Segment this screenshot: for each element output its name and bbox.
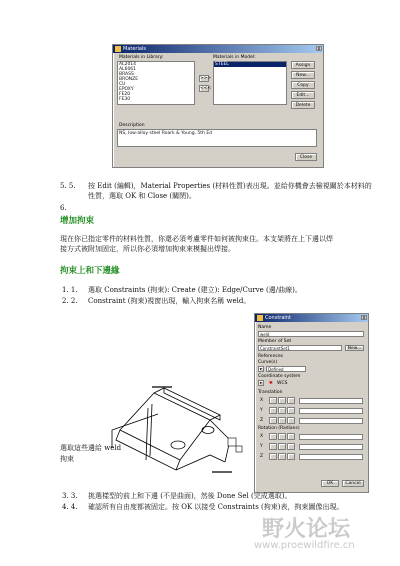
callout-leader — [110, 410, 170, 450]
remove-from-model-button[interactable]: <<< — [200, 86, 212, 91]
new-set-button[interactable]: New... — [345, 345, 364, 351]
rotation-fixed-toggle[interactable] — [269, 453, 277, 460]
material-delete-button[interactable]: Delete — [291, 101, 315, 109]
select-arrow-icon[interactable]: ▸ — [259, 367, 263, 372]
translation-fixed-toggle[interactable] — [269, 397, 277, 404]
translation-free-toggle[interactable] — [278, 407, 286, 414]
description-label: Description — [119, 123, 145, 128]
step-2-text: Constraint (拘束)視窗出現，輸入拘束名稱 weld。 — [88, 297, 251, 305]
intro-line-1: 現在你已指定零件的材料性質，你還必須考慮零件如何被拘束住。本支架將在上下邊以焊 — [60, 235, 333, 243]
step-6-number: 6. — [60, 204, 67, 212]
name-label: Name — [258, 325, 272, 330]
library-list[interactable] — [117, 61, 195, 105]
materials-title: Materials — [123, 46, 146, 52]
library-label: Materials in Library: — [119, 55, 164, 60]
heading-constrain-edges: 拘束上和下邊緣 — [60, 266, 120, 276]
rotation-fixed-toggle[interactable] — [269, 433, 277, 440]
translation-axis-label: Y — [260, 408, 263, 413]
material-assign-button[interactable]: Assign — [291, 61, 315, 69]
rotation-axis-label: Y — [260, 444, 263, 449]
rotation-prescribed-toggle[interactable] — [287, 433, 295, 440]
library-item[interactable]: BRONZE — [119, 77, 139, 82]
rotation-fixed-toggle[interactable] — [269, 443, 277, 450]
translation-free-toggle[interactable] — [278, 417, 286, 424]
rotation-value-field[interactable] — [299, 434, 363, 440]
csys-icon: ✱ — [269, 381, 273, 386]
step-1-text: 選取 Constraints (拘束): Create (建立): Edge/Curve (邊/曲線)。 — [88, 286, 302, 294]
translation-free-toggle[interactable] — [278, 397, 286, 404]
translation-axis-label: X — [260, 398, 264, 403]
triad-icon — [228, 438, 242, 452]
select-coord-icon[interactable]: ▸ — [259, 381, 263, 386]
library-item[interactable]: FE20 — [119, 92, 131, 97]
model-list[interactable] — [213, 61, 287, 105]
cancel-button[interactable]: Cancel — [342, 480, 364, 487]
translation-value-field[interactable] — [299, 418, 363, 424]
app-icon — [115, 46, 121, 52]
translation-fixed-toggle[interactable] — [269, 407, 277, 414]
translation-fixed-toggle[interactable] — [269, 417, 277, 424]
translation-axis-label: Z — [260, 418, 264, 423]
intro-line-2: 接方式被附加固定，所以你必須增加拘束來模擬出焊接。 — [60, 245, 235, 253]
model-item[interactable]: STEEL — [214, 62, 286, 67]
ok-button[interactable]: OK — [321, 480, 339, 487]
rotation-axis-label: Z — [260, 454, 264, 459]
library-item[interactable]: AL2014 — [119, 62, 137, 67]
add-to-model-button[interactable]: >>> — [200, 76, 212, 81]
callout-line-2: 拘束 — [60, 455, 74, 463]
materials-dialog — [112, 44, 324, 168]
watermark-url: www.proewildfire.cn — [254, 540, 355, 551]
step-5-text: 按 Edit (編輯)，Material Properties (材料性質)表出現。並給你機會去檢視關於本材料的性質，選取 OK 和 Close (關閉)。 — [88, 182, 372, 200]
materials-titlebar — [113, 45, 323, 53]
step-2-number: 2. 2. — [62, 297, 78, 305]
defined-field: Defined — [266, 366, 306, 372]
constraint-titlebar — [255, 314, 368, 322]
callout-line-1: 選取這些邊給 weld — [60, 444, 122, 452]
material-new-button[interactable]: New... — [291, 71, 315, 79]
close-button[interactable]: Close — [295, 153, 317, 161]
material-copy-button[interactable]: Copy — [291, 81, 315, 89]
library-item[interactable]: CU — [119, 82, 126, 87]
library-item[interactable]: BRASS — [119, 72, 134, 77]
member-select[interactable]: ConstraintSet1 — [258, 345, 342, 351]
step-4-number: 4. 4. — [62, 503, 78, 511]
rotation-free-toggle[interactable] — [278, 443, 286, 450]
translation-value-field[interactable] — [299, 408, 363, 414]
rotation-prescribed-toggle[interactable] — [287, 443, 295, 450]
rotation-value-field[interactable] — [299, 454, 363, 460]
app-icon — [257, 315, 263, 321]
step-4-text: 確認所有自由度都被固定。按 OK 以接受 Constraints (拘束)表，拘束圖像出現。 — [88, 503, 344, 511]
rotation-label: Rotation (Radians) — [258, 426, 300, 431]
rotation-value-field[interactable] — [299, 444, 363, 450]
library-item[interactable]: AL6061 — [119, 67, 137, 72]
description-box — [117, 129, 317, 147]
translation-prescribed-toggle[interactable] — [287, 397, 295, 404]
heading-add-constraint: 增加拘束 — [60, 216, 95, 226]
constraint-dialog — [254, 313, 369, 493]
coord-label: Coordinate system — [258, 374, 301, 379]
library-item[interactable]: EPOXY — [119, 87, 134, 92]
rotation-prescribed-toggle[interactable] — [287, 453, 295, 460]
name-input[interactable]: weld — [258, 331, 364, 337]
material-edit-button[interactable]: Edit... — [291, 91, 315, 99]
step-3-text: 挑選樣型的前上和下邊 (不是曲面)，然後 Done Sel (完成選取)。 — [88, 492, 292, 500]
wcs-label: WCS — [277, 381, 288, 386]
close-icon[interactable]: x — [362, 315, 366, 321]
translation-prescribed-toggle[interactable] — [287, 407, 295, 414]
rotation-free-toggle[interactable] — [278, 453, 286, 460]
description-text: NS, low-alloy steel Roark & Young, 5th Ed — [119, 131, 213, 136]
translation-prescribed-toggle[interactable] — [287, 417, 295, 424]
translation-value-field[interactable] — [299, 398, 363, 404]
translation-label: Translation — [258, 390, 283, 395]
step-3-number: 3. 3. — [62, 492, 78, 500]
model-label: Materials in Model: — [213, 55, 256, 60]
step-5-number: 5. 5. — [60, 182, 76, 190]
constraint-title: Constraint — [265, 315, 291, 321]
step-1-number: 1. 1. — [62, 286, 78, 294]
rotation-axis-label: X — [260, 434, 264, 439]
references-label: References — [258, 354, 284, 359]
close-icon[interactable]: x — [317, 46, 321, 52]
rotation-free-toggle[interactable] — [278, 433, 286, 440]
watermark-logo: 野火论坛 — [262, 517, 351, 542]
member-label: Member of Set — [258, 339, 292, 344]
library-item[interactable]: FE30 — [119, 97, 131, 102]
curves-label: Curve(s) — [258, 360, 278, 365]
